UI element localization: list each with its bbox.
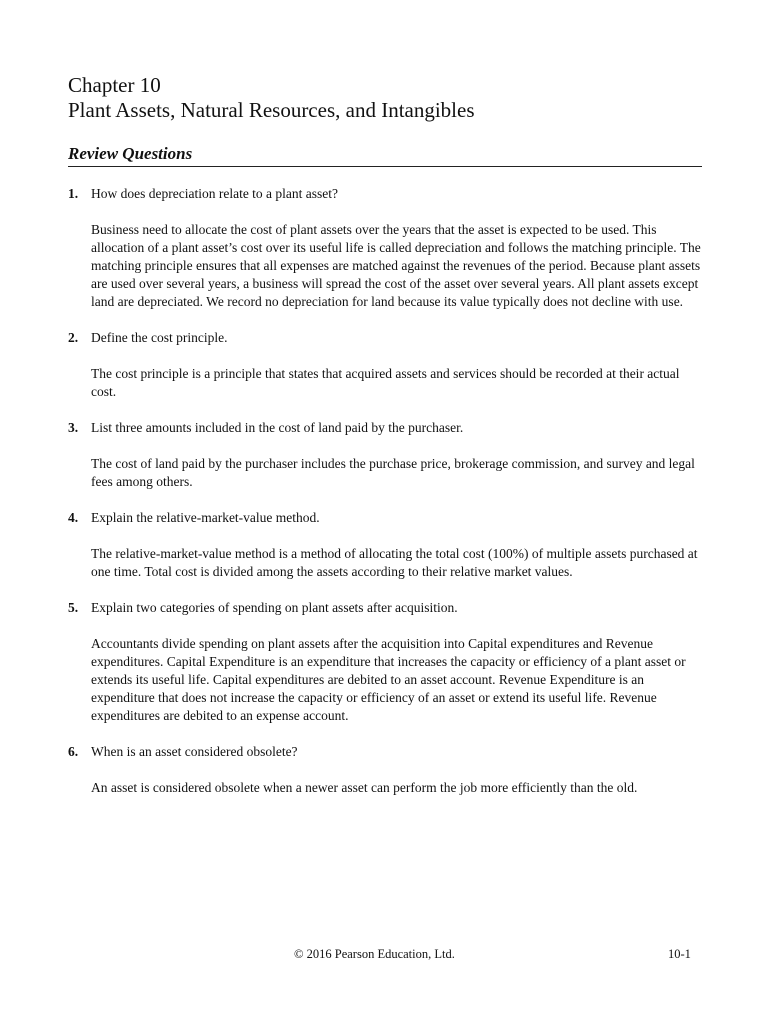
question-number: 4.: [68, 510, 79, 525]
question-item-3: [68, 419, 708, 491]
question-item-5: [68, 599, 708, 725]
question-text: When is an asset considered obsolete?: [91, 744, 298, 759]
question-text: Define the cost principle.: [91, 330, 228, 345]
chapter-heading: [68, 73, 475, 123]
question-text: Explain two categories of spending on plant assets after acquisition.: [91, 600, 458, 615]
footer-page-number: 10-1: [668, 947, 691, 961]
question-text: List three amounts included in the cost of land paid by the purchaser.: [91, 420, 464, 435]
question-text: Explain the relative-market-value method.: [91, 510, 320, 525]
answer-text: The cost principle is a principle that states that acquired assets and services should be recorded at their actual cost.: [91, 366, 680, 399]
answer-text: An asset is considered obsolete when a newer asset can perform the job more efficiently than the old.: [91, 780, 638, 795]
review-questions-list: [68, 185, 708, 797]
question-number: 3.: [68, 420, 79, 435]
question-item-2: [68, 329, 708, 401]
answer-text: The relative-market-value method is a method of allocating the total cost (100%) of multiple assets purchased at one time. Total cost is divided among the assets according to their relative market values.: [91, 546, 698, 579]
question-item-6: [68, 743, 708, 797]
question-number: 6.: [68, 744, 79, 759]
question-item-1: [68, 185, 708, 311]
answer-text: Business need to allocate the cost of plant assets over the years that the asset is expected to be used. This allocation of a plant asset’s cost over its useful life is called depreciation and follows the matching principle. The matching principle ensures that all expenses are matched against the revenues of the period. Because plant assets are used over several years, a business will spread the cost of the asset over several years. All plant assets except land are depreciated. We record no depreciation for land because its value typically does not decline with use.: [91, 222, 701, 309]
question-number: 2.: [68, 330, 79, 345]
question-text: How does depreciation relate to a plant asset?: [91, 186, 339, 201]
footer-copyright: © 2016 Pearson Education, Ltd.: [294, 947, 455, 961]
answer-text: Accountants divide spending on plant assets after the acquisition into Capital expenditures and Revenue expenditures. Capital Expenditure is an expenditure that increases the capacity or efficiency of a plant asset or extends its useful life. Capital expenditures are debited to an asset account. Revenue Expenditure is an expenditure that does not increase the capacity or efficiency of an asset or extend its useful life. Revenue expenditures are debited to an expense account.: [91, 636, 686, 723]
question-number: 5.: [68, 600, 79, 615]
answer-text: The cost of land paid by the purchaser includes the purchase price, brokerage commission, and survey and legal fees among others.: [91, 456, 695, 489]
chapter-subtitle: Plant Assets, Natural Resources, and Intangibles: [68, 98, 475, 122]
chapter-title: Chapter 10: [68, 73, 161, 97]
section-title: Review Questions: [68, 144, 193, 163]
question-number: 1.: [68, 186, 79, 201]
section-divider: [68, 166, 702, 167]
question-item-4: [68, 509, 708, 581]
